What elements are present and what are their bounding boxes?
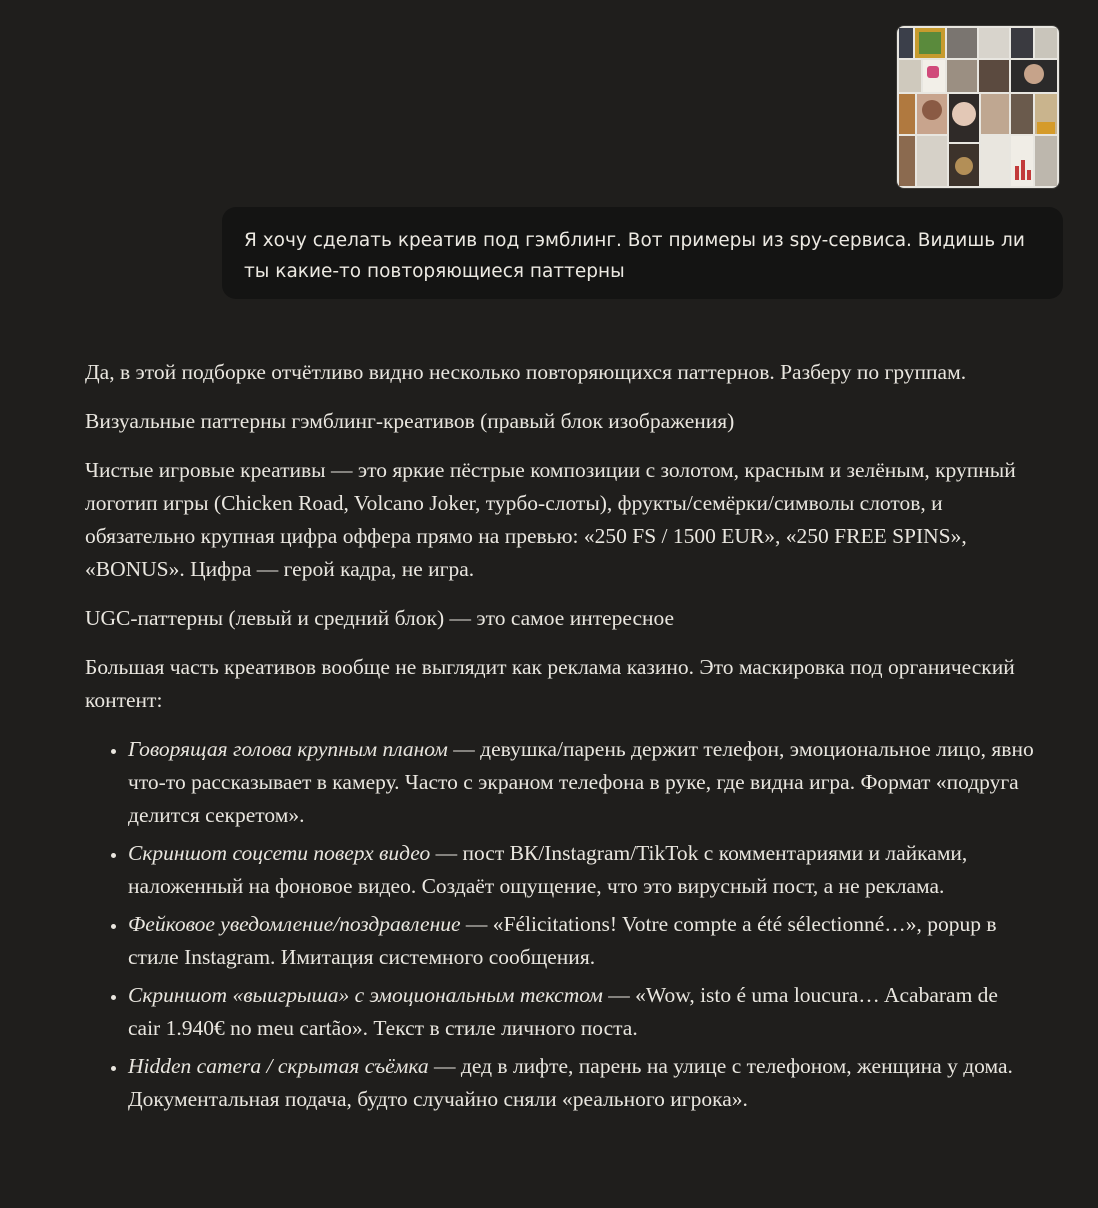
list-item: [128, 1050, 1035, 1116]
attached-image-thumbnail[interactable]: [896, 25, 1060, 189]
user-message-text: Я хочу сделать креатив под гэмблинг. Вот примеры из spy-сервиса. Видишь ли ты какие-то повторяющиеся паттерны: [244, 230, 1025, 282]
list-item-text: — «Wow, isto é uma loucura… Acabaram de cair 1.940€ no meu cartão». Текст в стиле личного поста.: [128, 983, 998, 1040]
section-body-ugc: Большая часть креативов вообще не выглядит как реклама казино. Это маскировка под органический контент:: [85, 655, 1015, 712]
list-item: [128, 837, 1035, 903]
section-heading-ugc: UGC-паттерны (левый и средний блок) — это самое интересное: [85, 606, 675, 630]
list-item-title: Фейковое уведомление/поздравление: [128, 912, 461, 936]
list-item-text: — «Félicitations! Votre compte a été sélectionné…», popup в стиле Instagram. Имитация системного сообщения.: [128, 912, 997, 969]
list-item: [128, 733, 1035, 832]
list-item: [128, 908, 1035, 974]
ugc-pattern-list: [85, 733, 1035, 1116]
list-item: [128, 979, 1035, 1045]
list-item-text: — пост ВК/Instagram/TikTok с комментариями и лайками, наложенный на фоновое видео. Создаёт ощущение, что это вирусный пост, а не реклама.: [128, 841, 968, 898]
list-item-title: Скриншот соцсети поверх видео: [128, 841, 431, 865]
list-item-title: Скриншот «выигрыша» с эмоциональным текстом: [128, 983, 603, 1007]
list-item-text: — девушка/парень держит телефон, эмоциональное лицо, явно что-то рассказывает в камеру. Часто с экраном телефона в руке, где видна игра. Формат «подруга делится секретом».: [128, 737, 1034, 827]
collage-icon: [897, 26, 1059, 188]
section-heading-visual: Визуальные паттерны гэмблинг-креативов (правый блок изображения): [85, 409, 735, 433]
section-body-visual: Чистые игровые креативы — это яркие пёстрые композиции с золотом, красным и зелёным, крупный логотип игры (Chicken Road, Volcano Joker, турбо-слоты), фрукты/семёрки/символы слотов, и обязательно крупная цифра оффера прямо на превью: «250 FS / 1500 EUR», «250 FREE SPINS», «BONUS». Цифра — герой кадра, не игра.: [85, 458, 1016, 581]
list-item-title: Hidden camera / скрытая съёмка: [128, 1054, 429, 1078]
assistant-response: [85, 356, 1035, 1121]
user-message-bubble: [222, 207, 1063, 299]
list-item-text: — дед в лифте, парень на улице с телефоном, женщина у дома. Документальная подача, будто случайно сняли «реального игрока».: [128, 1054, 1013, 1111]
list-item-title: Говорящая голова крупным планом: [128, 737, 448, 761]
response-intro: Да, в этой подборке отчётливо видно несколько повторяющихся паттернов. Разберу по группам.: [85, 360, 967, 384]
